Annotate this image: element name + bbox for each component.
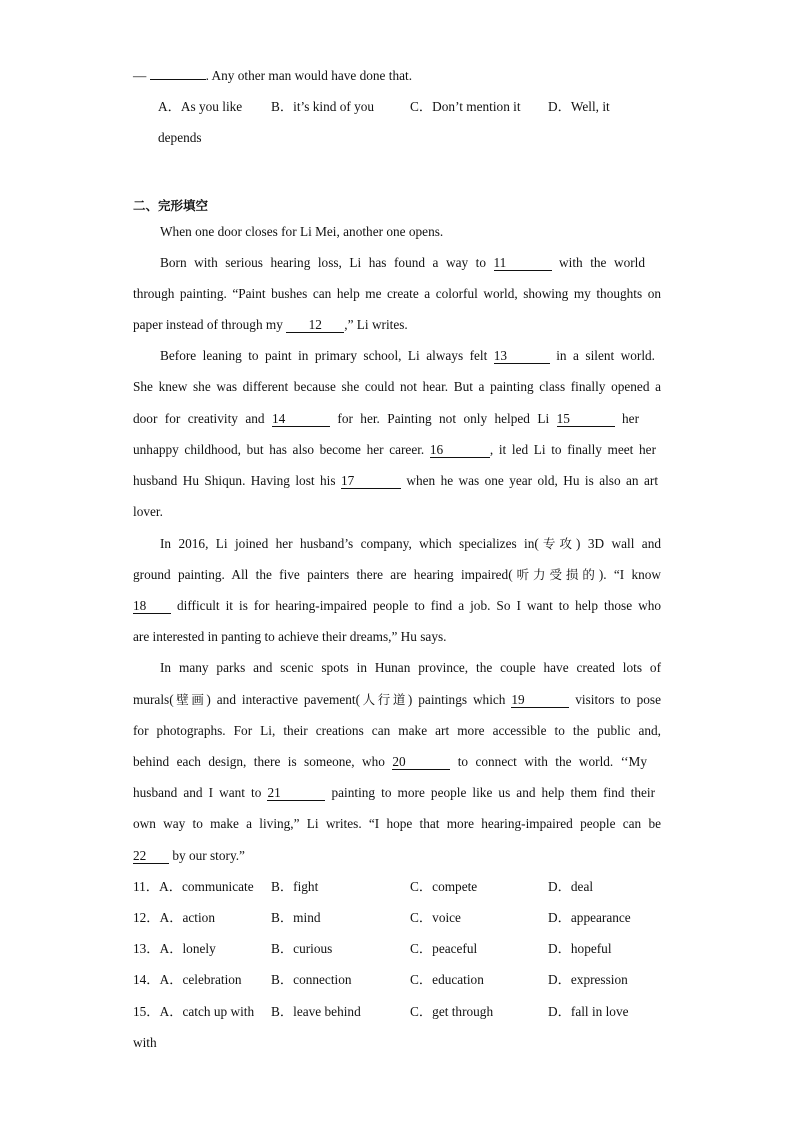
option-c: C．voice <box>410 910 461 925</box>
blank-22: 22 <box>133 848 169 864</box>
p3-line-3: 18 difficult it is for hearing-impaired people to find a job. So I want to help those who <box>133 598 662 613</box>
blank-20: 20 <box>392 754 450 770</box>
blank-18: 18 <box>133 598 171 614</box>
question-number: 12． <box>133 910 160 925</box>
option-a: A．communicate <box>159 879 254 894</box>
option-c: C．peaceful <box>410 941 478 956</box>
passage-title-line: When one door closes for Li Mei, another one opens. <box>160 224 444 239</box>
blank-16: 16 <box>430 442 490 458</box>
option-b: B．mind <box>271 910 321 925</box>
blank-17: 17 <box>341 473 401 489</box>
option-b: B．curious <box>271 941 333 956</box>
option-d: D．fall in love <box>548 1004 629 1019</box>
question-number: 13． <box>133 941 160 956</box>
q10-answer-blank <box>150 79 206 80</box>
option-c: C．get through <box>410 1004 494 1019</box>
option-c: C．compete <box>410 879 478 894</box>
q10-stem: — . Any other man would have done that. <box>133 68 413 83</box>
p4-line-5: husband and I want to 21 painting to more people like us and help them find their <box>133 785 655 800</box>
p4-line-1: In many parks and scenic spots in Hunan province, the couple have created lots of <box>160 660 661 675</box>
p3-line-1: In 2016, Li joined her husband’s company, which specializes in(专攻) 3D wall and <box>160 536 661 551</box>
blank-19: 19 <box>511 692 569 708</box>
p4-line-7: 22 by our story.” <box>133 848 245 863</box>
option-a: A．catch up with <box>159 1004 255 1019</box>
blank-12: 12 <box>286 317 344 333</box>
q10-option-d-wrap: depends <box>158 130 202 145</box>
option-b: B．leave behind <box>271 1004 361 1019</box>
option-a: A．celebration <box>159 972 242 987</box>
blank-13: 13 <box>494 348 550 364</box>
question-number: 15． <box>133 1004 160 1019</box>
section-heading: 二、完形填空 <box>133 198 209 213</box>
q10-option-a: A．As you like <box>158 99 243 114</box>
option-b: B．fight <box>271 879 319 894</box>
p4-line-4: behind each design, there is someone, who 20 to connect with the world. ‘‘My <box>133 754 647 769</box>
option-c: C．education <box>410 972 484 987</box>
p3-line-2: ground painting. All the five painters there are hearing impaired(听力受损的). “I know <box>133 567 661 582</box>
p2-line-4: unhappy childhood, but has also become her career. 16 , it led Li to finally meet her <box>133 442 656 457</box>
p2-line-5: husband Hu Shiqun. Having lost his 17 when he was one year old, Hu is also an art <box>133 473 659 488</box>
option-d-wrap: with <box>133 1035 157 1050</box>
p2-line-3: door for creativity and 14 for her. Painting not only helped Li 15 her <box>133 411 640 426</box>
q10-option-c: C．Don’t mention it <box>410 99 521 114</box>
blank-14: 14 <box>272 411 330 427</box>
blank-21: 21 <box>267 785 325 801</box>
p3-line-4: are interested in panting to achieve their dreams,” Hu says. <box>133 629 447 644</box>
option-d: D．hopeful <box>548 941 612 956</box>
blank-15: 15 <box>557 411 615 427</box>
question-number: 14． <box>133 972 160 987</box>
option-d: D．appearance <box>548 910 631 925</box>
q10-option-b: B．it’s kind of you <box>271 99 375 114</box>
blank-11: 11 <box>494 255 552 271</box>
option-a: A．lonely <box>159 941 216 956</box>
p1-line-2: through painting. “Paint bushes can help me create a colorful world, showing my thoughts on <box>133 286 661 301</box>
question-number: 11． <box>133 879 160 894</box>
option-d: D．deal <box>548 879 594 894</box>
option-a: A．action <box>159 910 215 925</box>
p2-line-6: lover. <box>133 504 163 519</box>
p1-line-3: paper instead of through my 12 ,” Li writes. <box>133 317 408 332</box>
q10-option-d: D．Well, it <box>548 99 610 114</box>
p4-line-3: for photographs. For Li, their creations can make art more accessible to the public and, <box>133 723 661 738</box>
p4-line-6: own way to make a living,” Li writes. “I hope that more hearing-impaired people can be <box>133 816 661 831</box>
p2-line-1: Before leaning to paint in primary school, Li always felt 13 in a silent world. <box>160 348 656 363</box>
p2-line-2: She knew she was different because she could not hear. But a painting class finally opened a <box>133 379 661 394</box>
option-b: B．connection <box>271 972 352 987</box>
p4-line-2: murals(壁画) and interactive pavement(人行道) paintings which 19 visitors to pose <box>133 692 661 707</box>
option-d: D．expression <box>548 972 628 987</box>
p1-line-1: Born with serious hearing loss, Li has found a way to 11 with the world <box>160 255 645 270</box>
